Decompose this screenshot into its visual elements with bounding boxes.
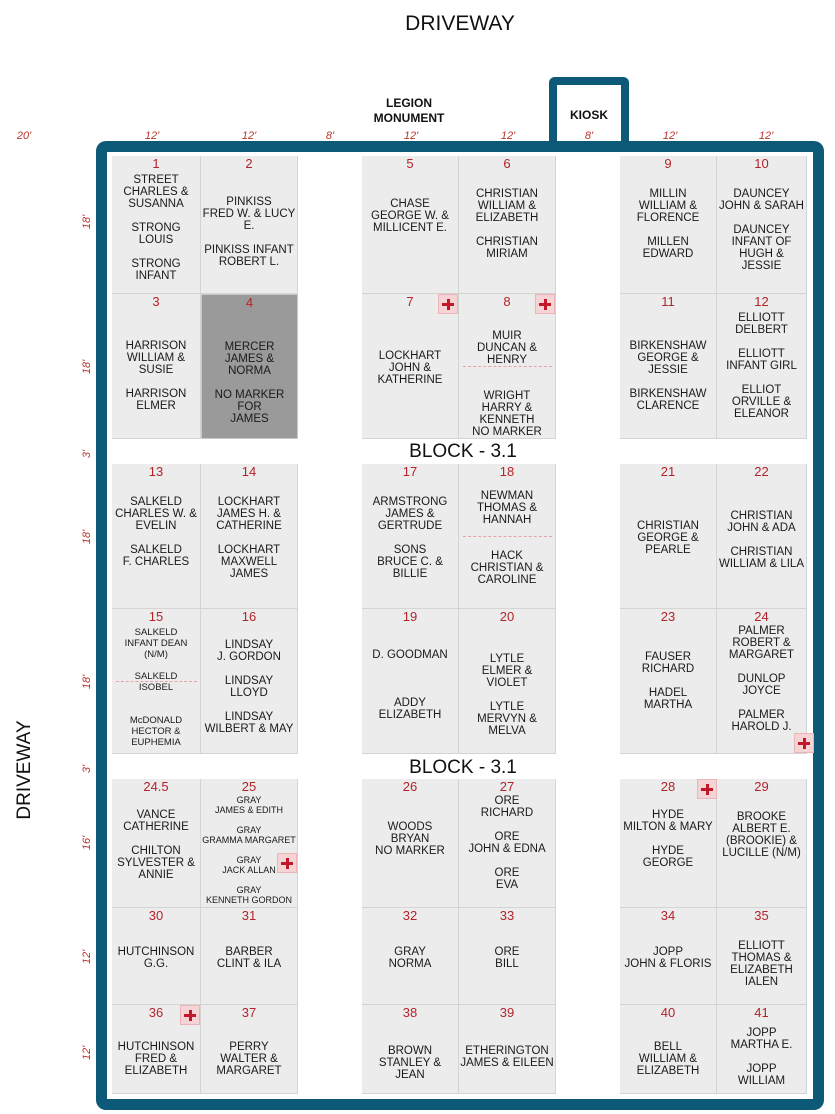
plot-number: 22 [754, 464, 769, 479]
plot-occupants: BELL WILLIAM & ELIZABETH [636, 1041, 700, 1077]
plot-number: 27 [499, 779, 515, 794]
plot-24.5[interactable] [112, 779, 201, 908]
plot-occupants: PALMER ROBERT & MARGARET DUNLOP JOYCE PALMER HAROLD J. [728, 625, 795, 733]
plot-occupants: SALKELD CHARLES W. & EVELIN SALKELD F. CHARLES [115, 496, 197, 568]
dim-top-5: 12' [500, 130, 516, 142]
plot-occupants: CHRISTIAN WILLIAM & ELIZABETH CHRISTIAN MIRIAM [475, 188, 539, 260]
dim-side-8: 12' [81, 1045, 93, 1061]
plot-number: 18 [499, 464, 515, 479]
plot-40[interactable] [620, 1005, 717, 1094]
plot-occupants: HUTCHINSON FRED & ELIZABETH [117, 1041, 195, 1077]
plot-12[interactable] [717, 294, 807, 439]
plot-6[interactable] [459, 156, 556, 294]
plot-occupants: VANCE CATHERINE CHILTON SYLVESTER & ANNIE [117, 809, 195, 881]
dim-side-4: 18' [81, 674, 93, 690]
plot-occupants: CHRISTIAN GEORGE & PEARLE [637, 520, 699, 556]
dim-side-5: 3' [81, 764, 93, 774]
plot-26[interactable] [362, 779, 459, 908]
plot-number: 4 [245, 295, 254, 310]
block-label-lower: BLOCK - 3.1 [409, 757, 517, 778]
driveway-left-text: DRIVEWAY [14, 720, 35, 820]
plot-occupants: FAUSER RICHARD HADEL MARTHA [641, 651, 695, 711]
plot-number: 35 [754, 908, 769, 923]
plot-35[interactable] [717, 908, 807, 1005]
plot-occupants: HARRISON WILLIAM & SUSIE HARRISON ELMER [125, 340, 187, 412]
driveway-top-label: DRIVEWAY [405, 12, 515, 35]
plot-occupants: LINDSAY J. GORDON LINDSAY LLOYD LINDSAY WILBERT & MAY [204, 639, 294, 735]
plot-31[interactable] [201, 908, 298, 1005]
plot-occupants: STREET CHARLES & SUSANNA STRONG LOUIS STRONG INFANT [123, 174, 189, 282]
cross-marker-icon [535, 294, 555, 314]
plot-divider [463, 536, 552, 537]
plot-occupants: JOPP JOHN & FLORIS [624, 946, 712, 970]
plot-39[interactable] [459, 1005, 556, 1094]
plot-23[interactable] [620, 609, 717, 754]
plot-number: 8 [503, 294, 511, 309]
plot-occupants: D. GOODMAN ADDY ELIZABETH [372, 649, 448, 721]
plot-occupants: DAUNCEY JOHN & SARAH DAUNCEY INFANT OF HUGH & JESSIE [719, 188, 804, 272]
dim-top-3: 8' [325, 130, 335, 142]
cross-marker-icon [697, 779, 717, 799]
plot-number: 41 [754, 1005, 769, 1020]
plot-number: 9 [664, 156, 672, 171]
plot-5[interactable] [362, 156, 459, 294]
plot-occupants: ETHERINGTON JAMES & EILEEN [460, 1045, 554, 1069]
plot-occupants: PINKISS FRED W. & LUCY E. PINKISS INFANT ROBERT L. [202, 196, 296, 268]
plot-14[interactable] [201, 464, 298, 609]
dim-side-0: 18' [81, 214, 93, 230]
plot-number: 2 [245, 156, 253, 171]
plot-number: 21 [660, 464, 676, 479]
plot-number: 25 [241, 779, 257, 794]
plot-number: 26 [402, 779, 418, 794]
plot-occupants: BROWN STANLEY & JEAN [378, 1045, 442, 1081]
plot-number: 24.5 [143, 779, 169, 794]
plot-32[interactable] [362, 908, 459, 1005]
plot-30[interactable] [112, 908, 201, 1005]
plot-number: 6 [503, 156, 511, 171]
dim-top-0: 20' [16, 130, 32, 142]
plot-25[interactable] [201, 779, 298, 908]
dim-top-1: 12' [144, 130, 160, 142]
kiosk-label: KIOSK [569, 108, 608, 122]
plot-19[interactable] [362, 609, 459, 754]
plot-number: 10 [754, 156, 769, 171]
plot-3[interactable] [112, 294, 201, 439]
plot-27[interactable] [459, 779, 556, 908]
cross-marker-icon [180, 1005, 200, 1025]
plot-10[interactable] [717, 156, 807, 294]
plot-22[interactable] [717, 464, 807, 609]
plot-number: 3 [152, 294, 160, 309]
plot-occupants: HYDE MILTON & MARY HYDE GEORGE [623, 809, 713, 869]
plot-number: 7 [406, 294, 414, 309]
plot-number: 11 [661, 294, 675, 309]
plot-number: 32 [402, 908, 418, 923]
plot-number: 34 [660, 908, 676, 923]
plot-11[interactable] [620, 294, 717, 439]
cross-marker-icon [277, 853, 297, 873]
plot-16[interactable] [201, 609, 298, 754]
plot-38[interactable] [362, 1005, 459, 1094]
plot-number: 33 [499, 908, 515, 923]
plot-divider [116, 681, 197, 682]
block-label-upper: BLOCK - 3.1 [409, 441, 517, 462]
plot-number: 13 [148, 464, 164, 479]
plot-occupants: LOCKHART JAMES H. & CATHERINE LOCKHART MAXWELL JAMES [216, 496, 282, 580]
plot-number: 15 [148, 609, 164, 624]
plot-1[interactable] [112, 156, 201, 294]
plot-number: 24 [754, 609, 769, 624]
dim-side-2: 3' [81, 449, 93, 459]
legion-monument-label: LEGION MONUMENT [373, 96, 445, 125]
plot-29[interactable] [717, 779, 807, 908]
plot-occupants: HUTCHINSON G.G. [117, 946, 195, 970]
dim-side-3: 18' [81, 529, 93, 545]
plot-occupants: BIRKENSHAW GEORGE & JESSIE BIRKENSHAW CLARENCE [629, 340, 707, 412]
plot-number: 16 [241, 609, 257, 624]
plot-occupants: SALKELD INFANT DEAN (N/M) SALKELD ISOBEL McDONALD HECTOR & EUPHEMIA [124, 627, 188, 748]
plot-occupants: NEWMAN THOMAS & HANNAH HACK CHRISTIAN & CAROLINE [470, 490, 544, 586]
plot-number: 19 [402, 609, 418, 624]
plot-13[interactable] [112, 464, 201, 609]
plot-occupants: MERCER JAMES & NORMA NO MARKER FOR JAMES [214, 341, 285, 425]
plot-occupants: CHASE GEORGE W. & MILLICENT E. [371, 198, 449, 234]
dim-side-6: 16' [81, 835, 93, 851]
plot-number: 23 [660, 609, 676, 624]
plot-occupants: PERRY WALTER & MARGARET [216, 1041, 282, 1077]
dim-side-1: 18' [81, 359, 93, 375]
plot-occupants: LYTLE ELMER & VIOLET LYTLE MERVYN & MELVA [477, 653, 537, 737]
plot-number: 17 [402, 464, 418, 479]
plot-number: 20 [499, 609, 515, 624]
plot-number: 39 [499, 1005, 515, 1020]
dim-top-7: 12' [662, 130, 678, 142]
plot-number: 38 [402, 1005, 418, 1020]
plot-occupants: MUIR DUNCAN & HENRY WRIGHT HARRY & KENNETH NO MARKER [472, 330, 542, 438]
plot-number: 29 [754, 779, 769, 794]
plot-17[interactable] [362, 464, 459, 609]
plot-occupants: BARBER CLINT & ILA [216, 946, 282, 970]
plot-37[interactable] [201, 1005, 298, 1094]
plot-occupants: CHRISTIAN JOHN & ADA CHRISTIAN WILLIAM & LILA [718, 510, 804, 570]
plot-occupants: JOPP MARTHA E. JOPP WILLIAM [730, 1027, 793, 1087]
plot-occupants: ELLIOTT THOMAS & ELIZABETH IALEN [730, 940, 793, 988]
plot-occupants: GRAY NORMA [388, 946, 432, 970]
plot-2[interactable] [201, 156, 298, 294]
plot-number: 37 [241, 1005, 257, 1020]
plot-41[interactable] [717, 1005, 807, 1094]
plot-21[interactable] [620, 464, 717, 609]
plot-occupants: ARMSTRONG JAMES & GERTRUDE SONS BRUCE C. & BILLIE [372, 496, 448, 580]
plot-number: 12 [754, 294, 769, 309]
plot-occupants: ELLIOTT DELBERT ELLIOTT INFANT GIRL ELLIOT ORVILLE & ELEANOR [726, 312, 797, 420]
plot-number: 1 [152, 156, 160, 171]
plot-occupants: ORE RICHARD ORE JOHN & EDNA ORE EVA [468, 795, 546, 891]
plot-divider [463, 366, 552, 367]
driveway-left-label [2, 720, 48, 820]
plot-occupants: LOCKHART JOHN & KATHERINE [377, 350, 443, 386]
plot-33[interactable] [459, 908, 556, 1005]
plot-occupants: ORE BILL [494, 946, 520, 970]
plot-7[interactable] [362, 294, 459, 439]
cross-marker-icon [438, 294, 458, 314]
plot-number: 40 [660, 1005, 676, 1020]
plot-occupants: GRAY JAMES & EDITH GRAY GRAMMA MARGARET GRAY JACK ALLAN GRAY KENNETH GORDON [202, 795, 296, 905]
dim-top-4: 12' [403, 130, 419, 142]
dim-side-7: 12' [81, 949, 93, 965]
dim-top-6: 8' [584, 130, 594, 142]
dim-top-8: 12' [758, 130, 774, 142]
plot-occupants: BROOKE ALBERT E. (BROOKIE) & LUCILLE (N/M) [722, 811, 801, 859]
plot-number: 5 [406, 156, 414, 171]
plot-number: 28 [660, 779, 676, 794]
plot-4[interactable] [201, 294, 298, 439]
plot-occupants: WOODS BRYAN NO MARKER [375, 821, 445, 857]
plot-20[interactable] [459, 609, 556, 754]
plot-9[interactable] [620, 156, 717, 294]
plot-number: 31 [241, 908, 257, 923]
plot-number: 36 [148, 1005, 164, 1020]
plot-occupants: MILLIN WILLIAM & FLORENCE MILLEN EDWARD [636, 188, 700, 260]
plot-number: 14 [241, 464, 257, 479]
dim-top-2: 12' [241, 130, 257, 142]
plot-number: 30 [148, 908, 164, 923]
cross-marker-icon [794, 733, 814, 753]
plot-34[interactable] [620, 908, 717, 1005]
